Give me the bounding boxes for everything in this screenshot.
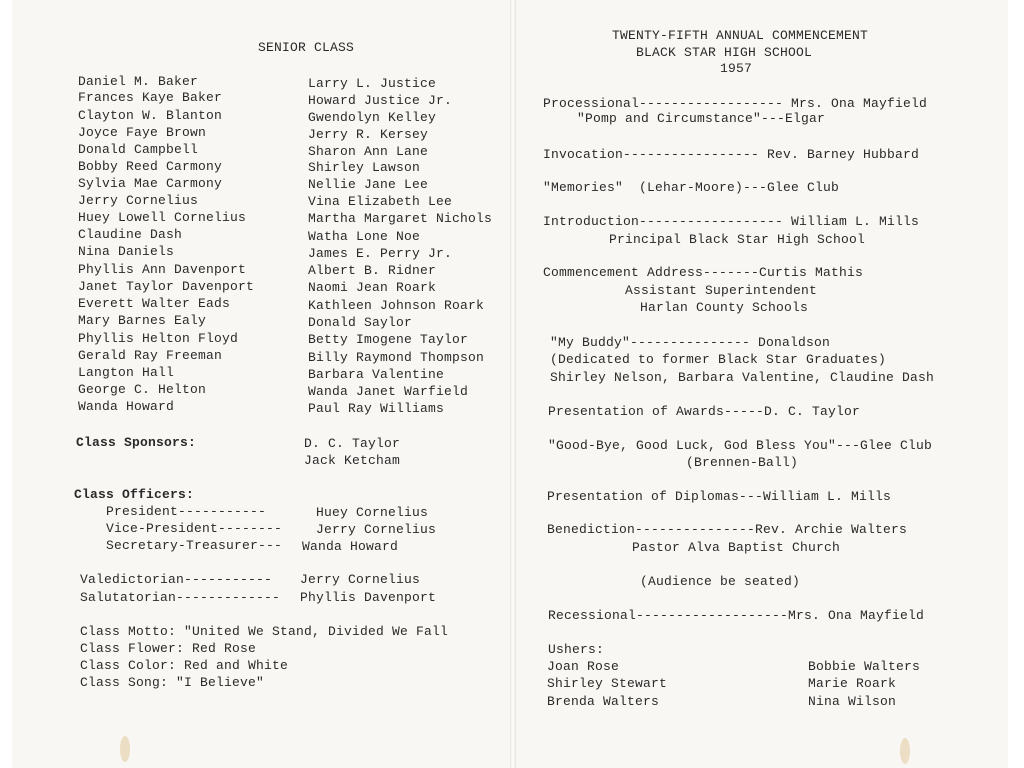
student-name: Wanda Janet Warfield: [308, 384, 469, 399]
student-name: Vina Elizabeth Lee: [308, 194, 453, 209]
class-officers-label: Class Officers:: [74, 487, 195, 502]
memories-song: "Memories" (Lehar-Moore)---Glee Club: [543, 180, 840, 195]
student-name: Sylvia Mae Carmony: [78, 176, 223, 191]
student-name: Watha Lone Noe: [308, 229, 421, 244]
officer-role: President-----------: [106, 504, 267, 519]
sponsor-name: Jack Ketcham: [304, 453, 401, 468]
processional: Processional------------------ Mrs. Ona Mayfield: [543, 96, 928, 111]
officer-name: Jerry Cornelius: [316, 522, 437, 537]
paper-stain: [900, 738, 910, 764]
student-name: Phyllis Ann Davenport: [78, 262, 247, 277]
student-name: Larry L. Justice: [308, 76, 437, 91]
my-buddy-dedication: (Dedicated to former Black Star Graduates): [550, 352, 887, 367]
student-name: James E. Perry Jr.: [308, 246, 453, 261]
student-name: Sharon Ann Lane: [308, 144, 429, 159]
usher-name: Brenda Walters: [547, 694, 660, 709]
usher-name: Marie Roark: [808, 676, 897, 691]
audience-seated: (Audience be seated): [640, 574, 801, 589]
student-name: Barbara Valentine: [308, 367, 445, 382]
student-name: Donald Saylor: [308, 315, 413, 330]
recessional: Recessional-------------------Mrs. Ona Mayfield: [548, 608, 925, 623]
my-buddy-song: "My Buddy"--------------- Donaldson: [550, 335, 831, 350]
student-name: Langton Hall: [78, 365, 175, 380]
school-name: BLACK STAR HIGH SCHOOL: [636, 45, 813, 60]
introduction: Introduction------------------ William L. Mills: [543, 214, 920, 229]
student-name: Gwendolyn Kelley: [308, 110, 437, 125]
usher-name: Nina Wilson: [808, 694, 897, 709]
valedictorian-name: Jerry Cornelius: [300, 572, 421, 587]
student-name: Huey Lowell Cornelius: [78, 210, 247, 225]
usher-name: Shirley Stewart: [547, 676, 668, 691]
student-name: Frances Kaye Baker: [78, 90, 223, 105]
student-name: Naomi Jean Roark: [308, 280, 437, 295]
paper-stain: [120, 736, 130, 762]
student-name: Everett Walter Eads: [78, 296, 231, 311]
commencement-program-page: [516, 0, 1008, 768]
student-name: Janet Taylor Davenport: [78, 279, 255, 294]
salutatorian-name: Phyllis Davenport: [300, 590, 437, 605]
student-name: Donald Campbell: [78, 142, 199, 157]
student-name: Shirley Lawson: [308, 160, 421, 175]
student-name: Jerry Cornelius: [78, 193, 199, 208]
student-name: Paul Ray Williams: [308, 401, 445, 416]
senior-class-heading: SENIOR CLASS: [258, 40, 355, 55]
officer-role: Vice-President--------: [106, 521, 283, 536]
class-sponsors-label: Class Sponsors:: [76, 435, 197, 450]
student-name: Howard Justice Jr.: [308, 93, 453, 108]
my-buddy-performers: Shirley Nelson, Barbara Valentine, Claudine Dash: [550, 370, 935, 385]
class-color: Class Color: Red and White: [80, 658, 289, 673]
processional-music: "Pomp and Circumstance"---Elgar: [577, 111, 826, 126]
student-name: Albert B. Ridner: [308, 263, 437, 278]
class-song: Class Song: "I Believe": [80, 675, 265, 690]
goodbye-song-composers: (Brennen-Ball): [686, 455, 799, 470]
program-title: TWENTY-FIFTH ANNUAL COMMENCEMENT: [612, 28, 869, 43]
officer-name: Huey Cornelius: [316, 505, 429, 520]
student-name: Kathleen Johnson Roark: [308, 298, 485, 313]
presentation-of-awards: Presentation of Awards-----D. C. Taylor: [548, 404, 861, 419]
student-name: Wanda Howard: [78, 399, 175, 414]
address-speaker-title: Assistant Superintendent: [625, 283, 818, 298]
valedictorian-role: Valedictorian-----------: [80, 572, 273, 587]
usher-name: Bobbie Walters: [808, 659, 921, 674]
student-name: Daniel M. Baker: [78, 74, 199, 89]
student-name: Jerry R. Kersey: [308, 127, 429, 142]
usher-name: Joan Rose: [547, 659, 620, 674]
student-name: Nellie Jane Lee: [308, 177, 429, 192]
student-name: Joyce Faye Brown: [78, 125, 207, 140]
officer-role: Secretary-Treasurer---: [106, 538, 283, 553]
ushers-label: Ushers:: [548, 642, 605, 657]
student-name: Clayton W. Blanton: [78, 108, 223, 123]
student-name: Billy Raymond Thompson: [308, 350, 485, 365]
student-name: George C. Helton: [78, 382, 207, 397]
goodbye-song: "Good-Bye, Good Luck, God Bless You"---Glee Club: [548, 438, 933, 453]
class-flower: Class Flower: Red Rose: [80, 641, 257, 656]
benediction: Benediction---------------Rev. Archie Walters: [547, 522, 908, 537]
program-year: 1957: [720, 61, 753, 76]
student-name: Martha Margaret Nichols: [308, 211, 493, 226]
salutatorian-role: Salutatorian-------------: [80, 590, 281, 605]
introduction-title: Principal Black Star High School: [609, 232, 866, 247]
address-speaker-org: Harlan County Schools: [640, 300, 809, 315]
senior-class-page: [12, 0, 510, 768]
student-name: Nina Daniels: [78, 244, 175, 259]
student-name: Bobby Reed Carmony: [78, 159, 223, 174]
class-motto: Class Motto: "United We Stand, Divided We Fall: [80, 624, 449, 639]
student-name: Claudine Dash: [78, 227, 183, 242]
officer-name: Wanda Howard: [302, 539, 399, 554]
presentation-of-diplomas: Presentation of Diplomas---William L. Mills: [547, 489, 892, 504]
invocation: Invocation----------------- Rev. Barney Hubbard: [543, 147, 920, 162]
student-name: Betty Imogene Taylor: [308, 332, 469, 347]
student-name: Phyllis Helton Floyd: [78, 331, 239, 346]
benediction-pastor: Pastor Alva Baptist Church: [632, 540, 841, 555]
sponsor-name: D. C. Taylor: [304, 436, 401, 451]
commencement-address: Commencement Address-------Curtis Mathis: [543, 265, 864, 280]
student-name: Gerald Ray Freeman: [78, 348, 223, 363]
student-name: Mary Barnes Ealy: [78, 313, 207, 328]
